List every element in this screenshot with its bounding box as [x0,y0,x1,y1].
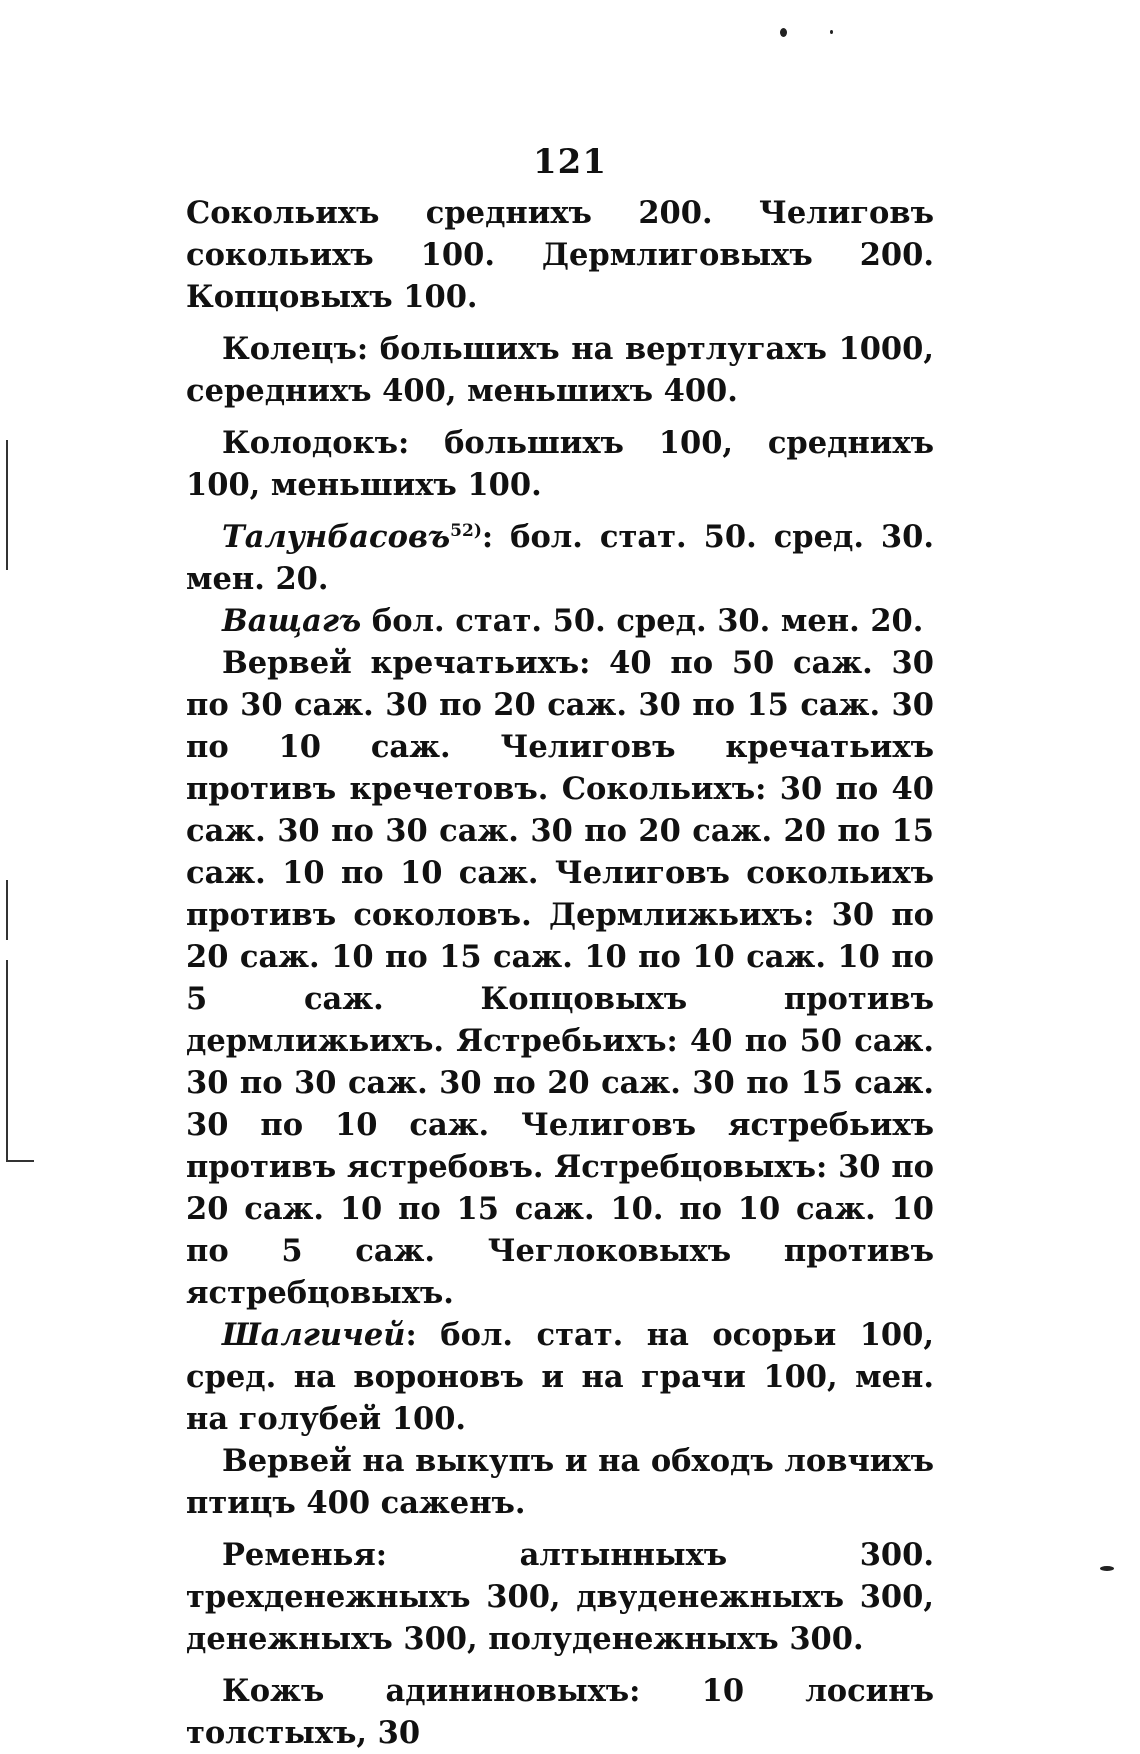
paragraph-text: Сокольихъ среднихъ 200. Челиговъ сокольихъ 100. Дермлиговыхъ 200. Копцовыхъ 100. [186,195,934,315]
paragraph-text: Вервей кречатьихъ: 40 по 50 саж. 30 по 30 саж. 30 по 20 саж. 30 по 15 саж. 30 по 10 саж. Челиговъ кречатьихъ противъ кречетовъ. Сокольихъ: 30 по 40 саж. 30 по 30 саж. 30 по 20 саж. 20 по 15 саж. 10 по 10 саж. Челиговъ сокольихъ противъ соколовъ. Дермлижьихъ: 30 по 20 саж. 10 по 15 саж. 10 по 10 саж. 10 по 5 саж. Копцовыхъ противъ дермлижьихъ. Ястребьихъ: 40 по 50 саж. 30 по 30 саж. 30 по 20 саж. 30 по 15 саж. 30 по 10 саж. Челиговъ ястребьихъ противъ ястребовъ. Ястребцовыхъ: 30 по 20 саж. 10 по 15 саж. 10. по 10 саж. 10 по 5 саж. Чеглоковыхъ противъ ястребцовыхъ. [186,645,934,1311]
scan-margin-line [6,960,8,1160]
scan-margin-line [6,880,8,940]
scan-speck [780,28,787,37]
paragraph [186,1440,934,1524]
italic-term: Талунбасовъ [222,519,451,555]
scan-speck [830,30,833,34]
paragraph [186,1670,934,1754]
paragraph [186,516,934,600]
paragraph [186,1534,934,1660]
italic-term: Шалгичей [222,1317,406,1353]
paragraph [186,642,934,1314]
paragraph [186,192,934,318]
paragraph-text: бол. стат. 50. сред. 30. мен. 20. [361,603,924,639]
paragraph-text: Вервей на выкупъ и на обходъ ловчихъ птицъ 400 саженъ. [186,1443,934,1521]
scan-margin-line [6,1160,34,1162]
paragraph-text: : бол. стат. 50. сред. 30. мен. 20. [186,519,934,597]
paragraph-text: Ременья: алтынныхъ 300. трехденежныхъ 300, двуденежныхъ 300, денежныхъ 300, полуденежныхъ 300. [186,1537,934,1657]
scan-margin-line [6,440,8,570]
body-text [186,192,934,1754]
paragraph-text: : бол. стат. на осорьи 100, сред. на вороновъ и на грачи 100, мен. на голубей 100. [186,1317,934,1437]
paragraph [186,600,934,642]
paragraph [186,328,934,412]
paragraph-text: Колодокъ: большихъ 100, среднихъ 100, меньшихъ 100. [186,425,934,503]
paragraph-text: Кожъ адининовыхъ: 10 лосинъ толстыхъ, 30 [186,1673,934,1751]
scan-speck [1100,1566,1114,1571]
paragraph [186,1314,934,1440]
footnote-marker: 52) [450,520,482,541]
paragraph [186,422,934,506]
italic-term: Ващагъ [222,603,362,639]
paragraph-text: Колецъ: большихъ на вертлугахъ 1000, середнихъ 400, меньшихъ 400. [186,331,934,409]
page-number: 121 [533,142,607,182]
